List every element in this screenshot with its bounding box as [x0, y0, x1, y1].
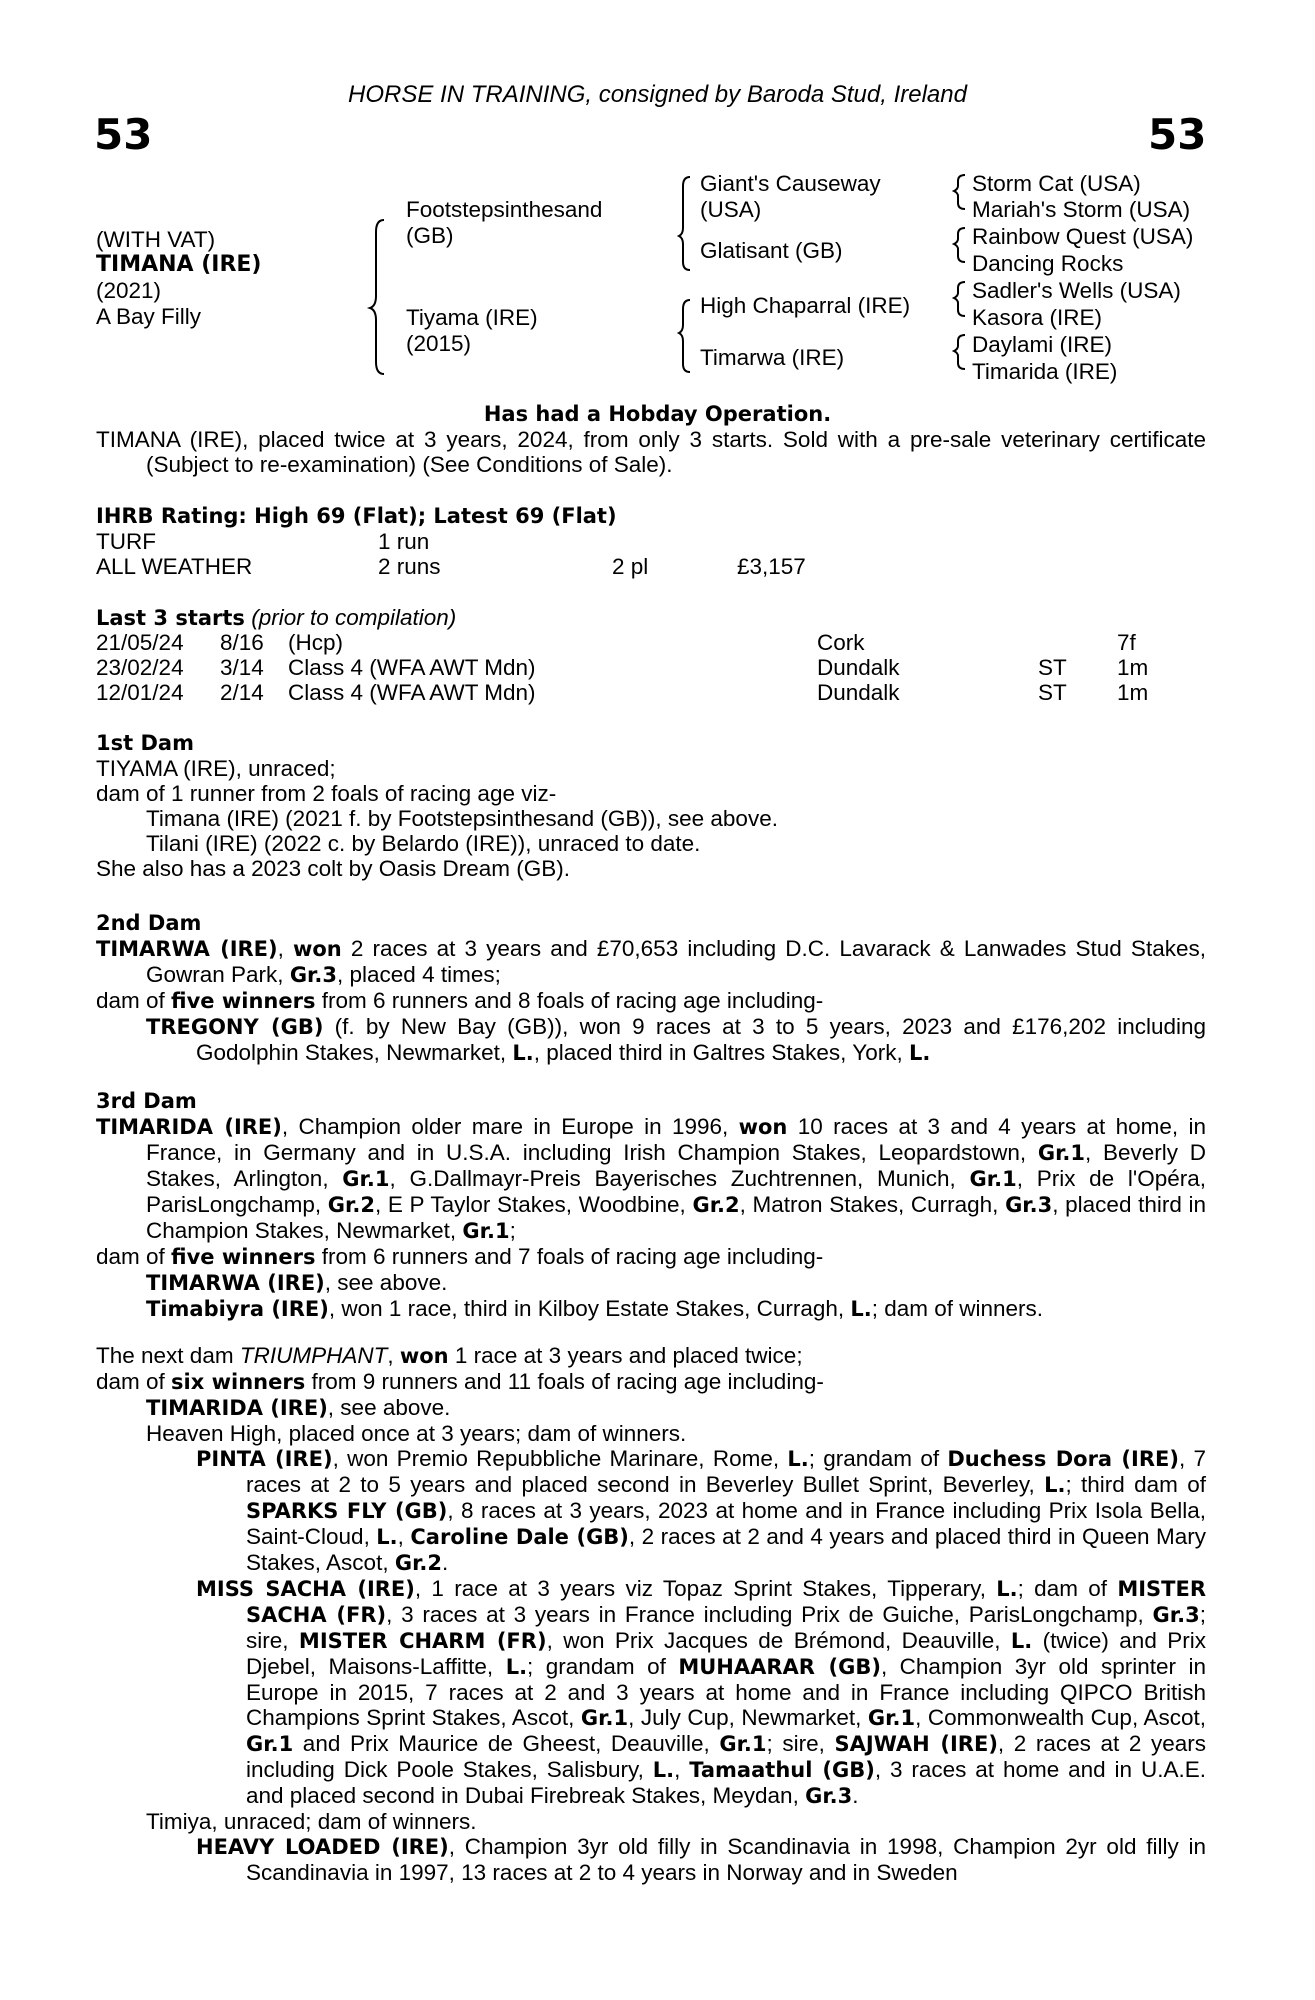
group-label: Gr.1: [719, 1732, 767, 1756]
record-text: dam of: [96, 988, 172, 1013]
record-text: , E P Taylor Stakes, Woodbine,: [374, 1192, 693, 1217]
pedigree-bracket-ss: [954, 175, 965, 209]
record-text: , won 1 race, third in Kilboy Estate Stakes, Curragh,: [328, 1296, 851, 1321]
first-dam-line: dam of 1 runner from 2 foals of racing age viz-: [96, 781, 557, 806]
horse-name: SPARKS FLY (GB): [246, 1499, 448, 1523]
record-text: ; dam of: [1017, 1576, 1118, 1601]
rating-aw-surface: ALL WEATHER: [96, 554, 253, 579]
record-text: from 9 runners and 11 foals of racing age including-: [305, 1369, 824, 1394]
record-text: , won Prix Jacques de Brémond, Deauville,: [546, 1628, 1011, 1653]
dam-name: Tiyama (IRE): [406, 305, 538, 330]
won-label: won: [738, 1115, 788, 1139]
listed-label: L.: [652, 1758, 675, 1782]
record-text: , placed 4 times;: [337, 962, 501, 987]
intro-text: [96, 427, 1206, 477]
third-dam-record: [96, 1114, 1206, 1244]
horse-name: TIMARIDA (IRE): [96, 1115, 282, 1139]
record-text: and Prix Maurice de Gheest, Deauville,: [293, 1731, 720, 1756]
next-dam-grand-produce: [96, 1576, 1206, 1809]
second-dam-title: 2nd Dam: [96, 911, 202, 935]
third-dam-produce: [96, 1270, 1206, 1296]
group-label: Gr.3: [289, 963, 338, 987]
dss-name: Sadler's Wells (USA): [972, 278, 1181, 303]
record-text: , Beverly D Stakes, Arlington,: [146, 1140, 1206, 1191]
lot-number-right: 53: [1148, 110, 1207, 159]
pedigree-bracket-dd: [954, 335, 965, 369]
rating-aw-prize: £3,157: [737, 554, 806, 579]
next-dam-produce: Timiya, unraced; dam of winners.: [146, 1809, 477, 1834]
first-dam-produce: Tilani (IRE) (2022 c. by Belardo (IRE)), unraced to date.: [146, 831, 701, 856]
group-label: Gr.2: [692, 1193, 740, 1217]
start-going: ST: [1038, 680, 1067, 705]
starts-note: (prior to compilation): [251, 605, 457, 630]
rating-turf-surface: TURF: [96, 529, 156, 554]
listed-label: L.: [512, 1041, 534, 1065]
horse-name: SAJWAH (IRE): [834, 1732, 998, 1756]
record-text: The next dam: [96, 1343, 240, 1368]
record-text: ;: [509, 1218, 516, 1243]
group-label: Gr.1: [580, 1706, 629, 1730]
third-dam-section: [96, 1089, 1206, 1322]
record-text: , G.Dallmayr-Preis Bayerisches Zuchtrennen, Munich,: [389, 1166, 970, 1191]
sire-name: Footstepsinthesand: [406, 197, 603, 222]
listed-label: L.: [996, 1577, 1018, 1601]
horse-name: TIMARWA (IRE): [96, 937, 278, 961]
record-text: , placed third in Champion Stakes, Newmarket,: [146, 1192, 1207, 1243]
horse-name: Caroline Dale (GB): [410, 1525, 629, 1549]
pedigree-bracket-ds: [954, 282, 965, 316]
listed-label: L.: [505, 1655, 528, 1679]
sire-dam-name: Glatisant (GB): [700, 238, 843, 263]
rating-turf-runs: 1 run: [378, 529, 430, 554]
next-dam-section: [96, 1343, 1206, 1885]
group-label: Gr.1: [462, 1219, 510, 1243]
group-label: Gr.1: [969, 1167, 1017, 1191]
record-text: , Prix de l'Opéra, ParisLongchamp,: [146, 1166, 1206, 1217]
start-date: 12/01/24: [96, 680, 184, 705]
record-text: from 6 runners and 7 foals of racing age including-: [315, 1244, 824, 1269]
next-dam-produce: [96, 1395, 1206, 1421]
record-text: , 3 races at home and in U.A.E. and placed second in Dubai Firebreak Stakes, Meydan,: [246, 1757, 1206, 1808]
horse-name: Duchess Dora (IRE): [947, 1447, 1179, 1471]
group-label: Gr.3: [1152, 1603, 1200, 1627]
start-date: 23/02/24: [96, 655, 184, 680]
start-race: (Hcp): [288, 630, 343, 655]
next-dam-produce-summary: [96, 1369, 1206, 1395]
starts-heading: [96, 605, 456, 631]
sale-header: HORSE IN TRAINING, consigned by Baroda Stud, Ireland: [348, 81, 967, 108]
first-dam-produce: Timana (IRE) (2021 f. by Footstepsinthesand (GB)), see above.: [146, 806, 778, 831]
pedigree-bracket-sire: [679, 177, 690, 270]
horse-name: MUHAARAR (GB): [678, 1655, 881, 1679]
third-dam-produce: [96, 1296, 1206, 1322]
hobday-note: Has had a Hobday Operation.: [483, 402, 832, 426]
second-dam-produce-summary: [96, 988, 1206, 1014]
record-text: 2 races at 3 years and £70,653 including D.C. Lavarack & Lanwades Stud Stakes, Gowran Park,: [146, 936, 1206, 987]
won-label: won: [292, 937, 342, 961]
group-label: Gr.1: [246, 1732, 294, 1756]
record-text: ; dam of winners.: [871, 1296, 1044, 1321]
record-text: ,: [387, 1343, 400, 1368]
first-dam-title: 1st Dam: [96, 731, 194, 755]
sds-name: Rainbow Quest (USA): [972, 224, 1194, 249]
listed-label: L.: [787, 1447, 809, 1471]
start-position: 2/14: [220, 680, 264, 705]
pedigree-bracket-main: [370, 220, 384, 374]
horse-name: Timabiyra (IRE): [146, 1297, 329, 1321]
next-dam-grand-produce: [96, 1834, 1206, 1885]
record-text: ; sire,: [246, 1602, 1206, 1653]
pedigree-bracket-dam: [679, 300, 690, 372]
dds-name: Daylami (IRE): [972, 332, 1113, 357]
group-label: Gr.1: [867, 1706, 916, 1730]
horse-name: HEAVY LOADED (IRE): [196, 1835, 449, 1859]
ssd-name: Mariah's Storm (USA): [972, 197, 1191, 222]
horse-name: Tamaathul (GB): [689, 1758, 875, 1782]
record-text: , Champion older mare in Europe in 1996,: [281, 1114, 739, 1139]
dsd-name: Kasora (IRE): [972, 305, 1103, 330]
start-going: ST: [1038, 655, 1067, 680]
start-race: Class 4 (WFA AWT Mdn): [288, 655, 536, 680]
record-text: ,: [674, 1757, 690, 1782]
sdd-name: Dancing Rocks: [972, 251, 1124, 276]
group-label: Gr.1: [1037, 1141, 1086, 1165]
record-text: 1 race at 3 years and placed twice;: [448, 1343, 803, 1368]
record-text: ; grandam of: [808, 1446, 948, 1471]
listed-label: L.: [850, 1297, 872, 1321]
record-text: , see above.: [324, 1270, 448, 1295]
record-text: , July Cup, Newmarket,: [628, 1705, 868, 1730]
next-dam-produce: Heaven High, placed once at 3 years; dam of winners.: [146, 1421, 687, 1446]
start-race: Class 4 (WFA AWT Mdn): [288, 680, 536, 705]
record-text: , won Premio Repubbliche Marinare, Rome,: [332, 1446, 788, 1471]
record-text: .: [442, 1550, 449, 1575]
horse-name: TIMANA (IRE): [96, 252, 262, 277]
record-text: , Champion 3yr old sprinter in Europe in 2015, 7 races at 2 and 3 years at home and in France including QIPCO British Champions Sprint Stakes, Ascot,: [246, 1654, 1206, 1730]
horse-description: A Bay Filly: [96, 304, 202, 329]
record-text: , 3 races at 3 years in France including Prix de Guiche, ParisLongchamp,: [386, 1602, 1153, 1627]
next-dam-grand-produce: [96, 1446, 1206, 1576]
start-position: 3/14: [220, 655, 264, 680]
listed-label: L.: [1044, 1473, 1066, 1497]
horse-name: MISTER CHARM (FR): [298, 1629, 547, 1653]
pedigree-bracket-sd: [954, 228, 965, 262]
listed-label: L.: [908, 1041, 931, 1065]
start-course: Cork: [817, 630, 865, 655]
start-course: Dundalk: [817, 655, 900, 680]
record-text: , 1 race at 3 years viz Topaz Sprint Stakes, Tipperary,: [414, 1576, 997, 1601]
first-dam-line: TIYAMA (IRE), unraced;: [96, 756, 336, 781]
horse-name: PINTA (IRE): [196, 1447, 333, 1471]
winners-count: five winners: [171, 989, 316, 1013]
horse-name: MISS SACHA (IRE): [196, 1577, 415, 1601]
dam-year: (2015): [406, 331, 472, 356]
record-text: , placed third in Galtres Stakes, York,: [533, 1040, 909, 1065]
record-text: , 7 races at 2 to 5 years and placed second in Beverley Bullet Sprint, Beverley,: [246, 1446, 1206, 1497]
record-text: dam of: [96, 1244, 172, 1269]
listed-label: L.: [376, 1525, 398, 1549]
record-text: , Matron Stakes, Curragh,: [739, 1192, 1006, 1217]
start-date: 21/05/24: [96, 630, 184, 655]
sire-origin: (GB): [406, 223, 454, 248]
record-text: from 6 runners and 8 foals of racing age including-: [315, 988, 824, 1013]
start-position: 8/16: [220, 630, 264, 655]
start-distance: 7f: [1117, 630, 1136, 655]
record-text: , see above.: [327, 1395, 451, 1420]
record-text: , 2 races at 2 and 4 years and placed third in Queen Mary Stakes, Ascot,: [246, 1524, 1206, 1575]
start-distance: 1m: [1117, 655, 1149, 680]
horse-name: TREGONY (GB): [146, 1015, 324, 1039]
winners-count: six winners: [171, 1370, 306, 1394]
vat-label: (WITH VAT): [96, 227, 216, 252]
ddd-name: Timarida (IRE): [972, 359, 1118, 384]
horse-year: (2021): [96, 278, 162, 303]
intro-paragraph: TIMANA (IRE), placed twice at 3 years, 2024, from only 3 starts. Sold with a pre-sale veterinary certificate (Subject to re-examination) (See Conditions of Sale).: [96, 427, 1206, 477]
first-dam-section: [96, 731, 1206, 881]
record-text: ; third dam of: [1065, 1472, 1206, 1497]
record-text: , 2 races at 2 years including Dick Poole Stakes, Salisbury,: [246, 1731, 1206, 1782]
third-dam-title: 3rd Dam: [96, 1089, 197, 1113]
group-label: Gr.2: [394, 1551, 443, 1575]
lot-number-left: 53: [94, 110, 153, 159]
horse-name: TIMARWA (IRE): [146, 1271, 325, 1295]
group-label: Gr.2: [327, 1193, 375, 1217]
dam-sire-name: High Chaparral (IRE): [700, 293, 911, 318]
group-label: Gr.3: [805, 1784, 853, 1808]
rating-aw-placed: 2 pl: [612, 554, 649, 579]
sire-sire-origin: (USA): [700, 197, 762, 222]
sss-name: Storm Cat (USA): [972, 171, 1141, 196]
winners-count: five winners: [171, 1245, 316, 1269]
horse-name: TRIUMPHANT: [239, 1343, 388, 1368]
horse-name: MISTER SACHA (FR): [246, 1577, 1206, 1627]
record-text: (twice) and Prix Djebel, Maisons-Laffitte,: [246, 1628, 1206, 1679]
record-text: , Champion 3yr old filly in Scandinavia in 1998, Champion 2yr old filly in Scandinavia in 1997, 13 races at 2 to 4 years in Norway and in Sweden: [246, 1834, 1206, 1885]
record-text: 10 races at 3 and 4 years at home, in France, in Germany and in U.S.A. including Irish Champion Stakes, Leopardstown,: [146, 1114, 1206, 1165]
start-course: Dundalk: [817, 680, 900, 705]
record-text: dam of: [96, 1369, 172, 1394]
starts-title: Last 3 starts: [96, 606, 245, 630]
dam-dam-name: Timarwa (IRE): [700, 345, 845, 370]
record-text: .: [852, 1783, 859, 1808]
group-label: Gr.3: [1005, 1193, 1053, 1217]
record-text: , 8 races at 3 years, 2023 at home and in France including Prix Isola Bella, Saint-Cloud,: [246, 1498, 1206, 1549]
record-text: ; grandam of: [527, 1654, 679, 1679]
record-text: ; sire,: [766, 1731, 835, 1756]
second-dam-produce: [96, 1014, 1206, 1066]
record-text: , Commonwealth Cup, Ascot,: [915, 1705, 1206, 1730]
first-dam-line: She also has a 2023 colt by Oasis Dream (GB).: [96, 856, 570, 881]
group-label: Gr.1: [342, 1167, 390, 1191]
sire-sire-name: Giant's Causeway: [700, 171, 881, 196]
rating-aw-runs: 2 runs: [378, 554, 441, 579]
listed-label: L.: [1010, 1629, 1033, 1653]
won-label: won: [399, 1344, 449, 1368]
record-text: (f. by New Bay (GB)), won 9 races at 3 to 5 years, 2023 and £176,202 including Godolphin Stakes, Newmarket,: [196, 1014, 1207, 1065]
start-distance: 1m: [1117, 680, 1149, 705]
rating-title: IHRB Rating: High 69 (Flat); Latest 69 (Flat): [96, 504, 617, 528]
second-dam-section: [96, 911, 1206, 1066]
horse-name: TIMARIDA (IRE): [146, 1396, 328, 1420]
second-dam-record: TIMARWA (IRE), won 2 races at 3 years and £70,653 including D.C. Lavarack & Lanwades Stud Stakes, Gowran Park, Gr.3, placed 4 times;: [96, 936, 1206, 987]
record-text: ,: [397, 1524, 411, 1549]
next-dam-record: [96, 1343, 1206, 1369]
third-dam-produce-summary: [96, 1244, 1206, 1270]
